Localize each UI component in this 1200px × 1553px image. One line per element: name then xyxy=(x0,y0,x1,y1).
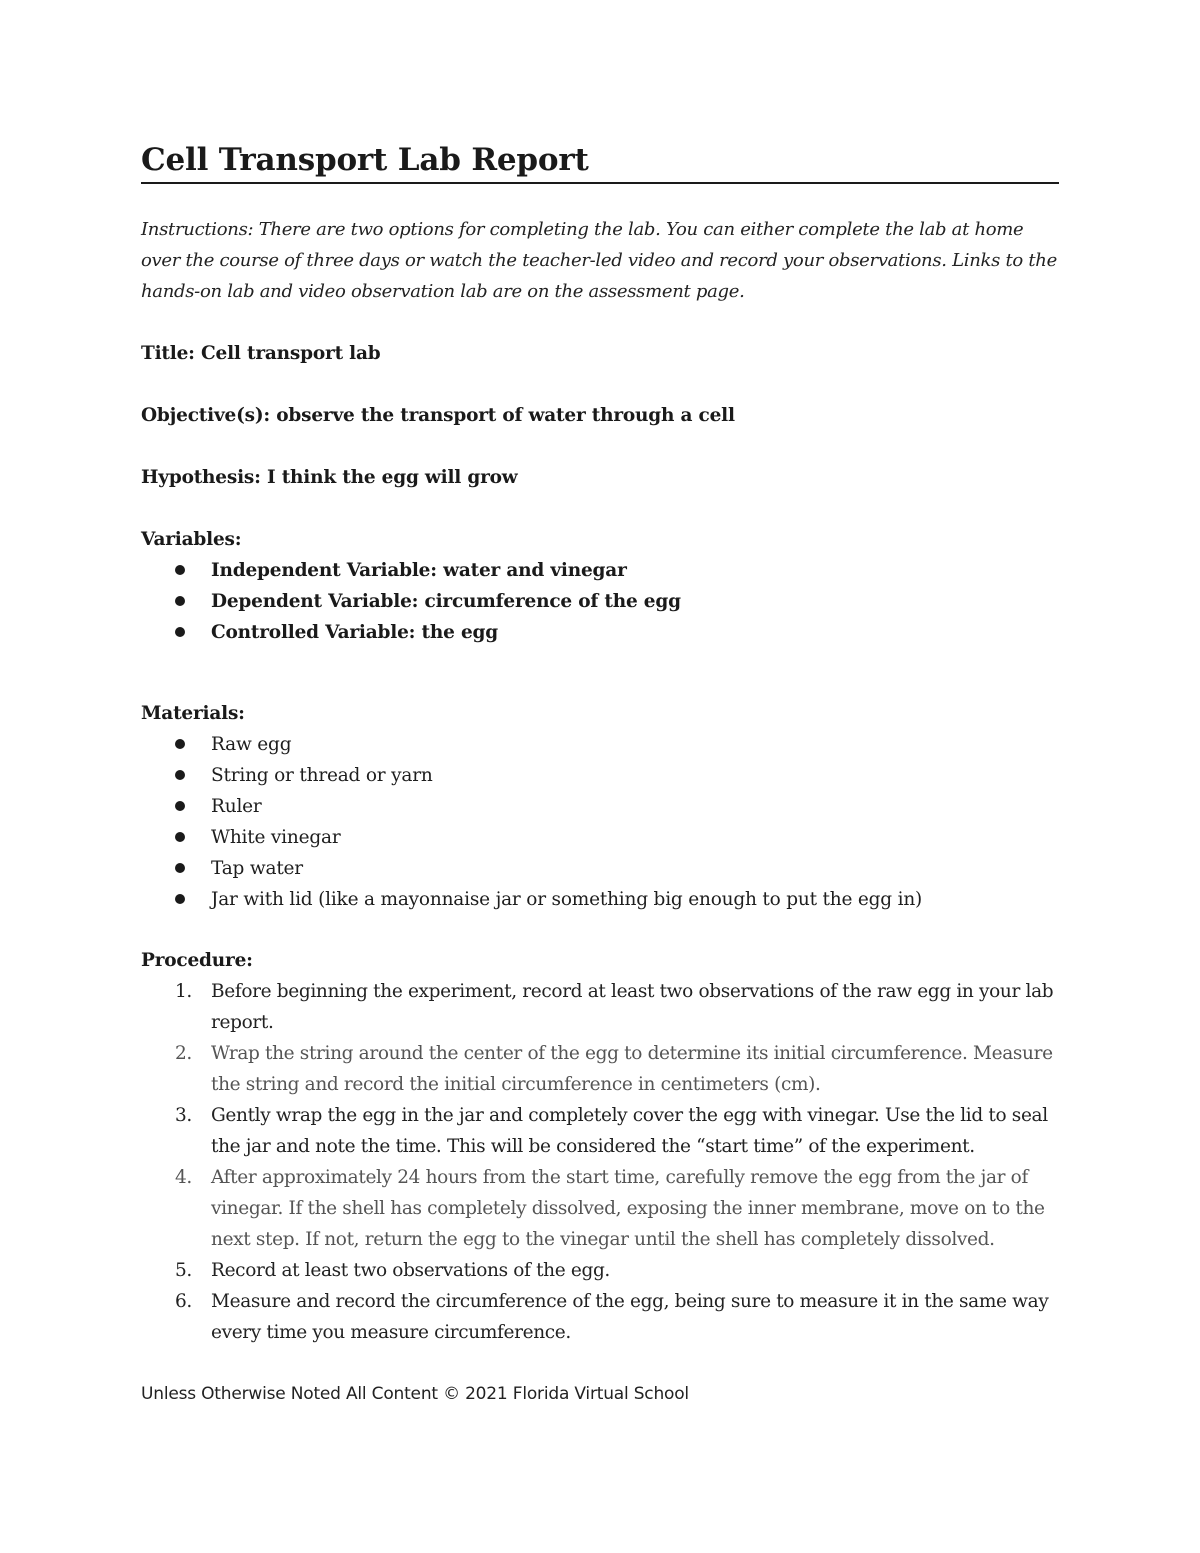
list-item-text: Independent Variable: water and vinegar xyxy=(211,560,627,581)
list-item-text: Raw egg xyxy=(211,734,292,755)
list-item-text: Ruler xyxy=(211,796,262,817)
list-item xyxy=(141,586,1059,617)
list-item xyxy=(141,760,1059,791)
step-text: Measure and record the circumference of the egg, being sure to measure it in the same way every time you measure circumference. xyxy=(211,1291,1049,1343)
list-item-text: String or thread or yarn xyxy=(211,765,433,786)
procedure-heading: Procedure: xyxy=(141,950,253,971)
list-item xyxy=(141,884,1059,915)
list-item xyxy=(141,555,1059,586)
step-number: 2. xyxy=(175,1043,192,1064)
bullet-icon xyxy=(175,739,185,749)
procedure-step xyxy=(141,1255,1059,1286)
bullet-icon xyxy=(175,627,185,637)
list-item xyxy=(141,822,1059,853)
step-text: Record at least two observations of the egg. xyxy=(211,1260,610,1281)
list-item-text: Controlled Variable: the egg xyxy=(211,622,499,643)
list-item xyxy=(141,617,1059,648)
document-page xyxy=(141,140,1059,1348)
bullet-icon xyxy=(175,894,185,904)
procedure-step xyxy=(141,1286,1059,1348)
procedure-step xyxy=(141,1038,1059,1100)
step-number: 3. xyxy=(175,1105,192,1126)
list-item-text: Jar with lid (like a mayonnaise jar or something big enough to put the egg in) xyxy=(211,889,923,910)
objective-line: Objective(s): observe the transport of water through a cell xyxy=(141,405,735,426)
step-text: Before beginning the experiment, record at least two observations of the raw egg in your lab report. xyxy=(211,981,1054,1033)
lab-title-line: Title: Cell transport lab xyxy=(141,343,381,364)
step-number: 1. xyxy=(175,981,192,1002)
procedure-list xyxy=(141,976,1059,1348)
step-text: After approximately 24 hours from the start time, carefully remove the egg from the jar of vinegar. If the shell has completely dissolved, exposing the inner membrane, move on to the next step. If not, return the egg to the vinegar until the shell has completely dissolved. xyxy=(211,1167,1045,1250)
list-item-text: White vinegar xyxy=(211,827,341,848)
instructions-paragraph: Instructions: There are two options for completing the lab. You can either complete the lab at home over the course of three days or watch the teacher-led video and record your observations. Links to the hands-on lab and video observation lab are on the assessment page. xyxy=(141,219,1057,302)
list-item xyxy=(141,729,1059,760)
list-item-text: Tap water xyxy=(211,858,303,879)
bullet-icon xyxy=(175,801,185,811)
materials-list xyxy=(141,729,1059,915)
procedure-step xyxy=(141,976,1059,1038)
list-item-text: Dependent Variable: circumference of the egg xyxy=(211,591,681,612)
step-text: Wrap the string around the center of the egg to determine its initial circumference. Measure the string and record the initial circumference in centimeters (cm). xyxy=(211,1043,1053,1095)
hypothesis-line: Hypothesis: I think the egg will grow xyxy=(141,467,518,488)
copyright-footer: Unless Otherwise Noted All Content © 2021 Florida Virtual School xyxy=(141,1384,689,1404)
procedure-step xyxy=(141,1162,1059,1255)
step-number: 5. xyxy=(175,1260,192,1281)
step-number: 4. xyxy=(175,1167,192,1188)
bullet-icon xyxy=(175,770,185,780)
list-item xyxy=(141,791,1059,822)
document-title: Cell Transport Lab Report xyxy=(141,140,1059,184)
bullet-icon xyxy=(175,596,185,606)
variables-heading: Variables: xyxy=(141,529,242,550)
materials-heading: Materials: xyxy=(141,703,245,724)
step-text: Gently wrap the egg in the jar and completely cover the egg with vinegar. Use the lid to seal the jar and note the time. This will be considered the “start time” of the experiment. xyxy=(211,1105,1048,1157)
bullet-icon xyxy=(175,832,185,842)
step-number: 6. xyxy=(175,1291,192,1312)
variables-list xyxy=(141,555,1059,648)
bullet-icon xyxy=(175,565,185,575)
list-item xyxy=(141,853,1059,884)
procedure-step xyxy=(141,1100,1059,1162)
bullet-icon xyxy=(175,863,185,873)
